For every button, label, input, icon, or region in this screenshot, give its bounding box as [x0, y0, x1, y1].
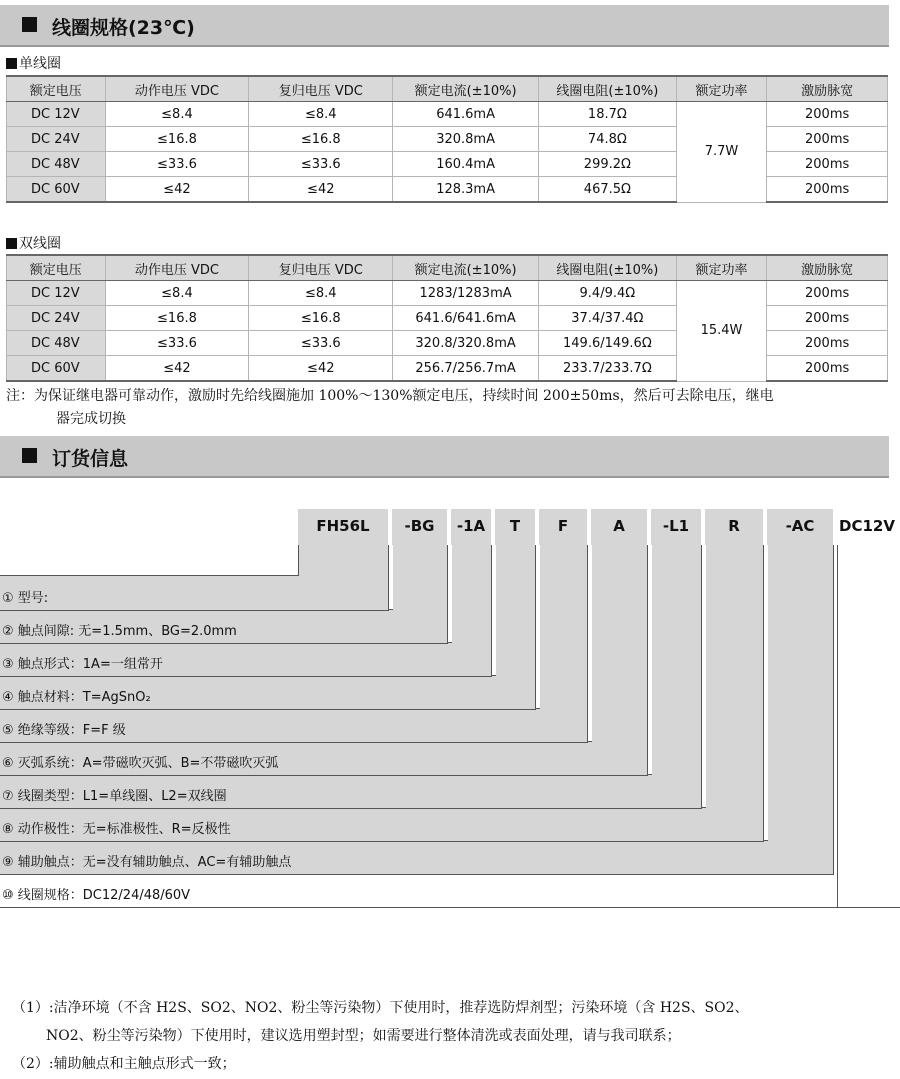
code-segment: -BG [404, 517, 435, 535]
operate-voltage-cell: ≤8.4 [105, 102, 249, 127]
operate-voltage-cell: ≤16.8 [105, 306, 249, 331]
subsection-single-label: 单线圈 [6, 53, 61, 73]
rated-current-cell: 641.6/641.6mA [393, 306, 539, 331]
note-text [6, 385, 774, 431]
rated-power-cell: 15.4W [676, 281, 767, 382]
order-item-9: ⑨ 辅助触点：无=没有辅助触点、AC=有辅助触点 [2, 855, 292, 870]
coil-resistance-cell: 299.2Ω [538, 152, 676, 177]
table-row [7, 281, 888, 306]
note-line-2: 器完成切换 [56, 411, 126, 427]
pulse-width-cell: 200ms [767, 281, 888, 306]
code-segment: DC12V [839, 517, 895, 535]
coil-resistance-cell: 149.6/149.6Ω [538, 331, 676, 356]
code-segment: F [557, 517, 569, 535]
code-segment: R [728, 517, 740, 535]
column-header: 复归电压 VDC [249, 255, 393, 281]
rated-current-cell: 128.3mA [393, 177, 539, 203]
operate-voltage-cell: ≤33.6 [105, 152, 249, 177]
column-header: 额定电流(±10%) [393, 255, 539, 281]
note-line-1: 注：为保证继电器可靠动作，激励时先给线圈施加 100%～130%额定电压，持续时间 200±50ms，然后可去除电压，继电 [6, 388, 774, 404]
coil-resistance-cell: 37.4/37.4Ω [538, 306, 676, 331]
rated-current-cell: 256.7/256.7mA [393, 356, 539, 382]
pulse-width-cell: 200ms [767, 102, 888, 127]
footnote-2: （2）:辅助触点和主触点形式一致； [12, 1056, 236, 1072]
double-coil-table [6, 254, 888, 382]
voltage-cell: DC 12V [7, 102, 106, 127]
square-bullet-icon [22, 17, 37, 32]
column-header: 激励脉宽 [767, 76, 888, 102]
column-header: 额定电压 [7, 76, 106, 102]
order-item-4: ④ 触点材料：T=AgSnO₂ [2, 690, 151, 705]
column-header: 线圈电阻(±10%) [538, 76, 676, 102]
release-voltage-cell: ≤8.4 [249, 102, 393, 127]
voltage-cell: DC 60V [7, 177, 106, 203]
pulse-width-cell: 200ms [767, 127, 888, 152]
section-title: 线圈规格(23℃) [52, 17, 195, 39]
rated-current-cell: 320.8/320.8mA [393, 331, 539, 356]
order-item-7: ⑦ 线圈类型：L1=单线圈、L2=双线圈 [2, 789, 227, 804]
operate-voltage-cell: ≤42 [105, 177, 249, 203]
pulse-width-cell: 200ms [767, 356, 888, 382]
order-item-3: ③ 触点形式：1A=一组常开 [2, 657, 163, 672]
code-segment-box [539, 509, 587, 545]
column-header: 动作电压 VDC [105, 76, 249, 102]
rated-current-cell: 641.6mA [393, 102, 539, 127]
column-header: 额定功率 [676, 255, 767, 281]
rated-power-cell: 7.7W [676, 102, 767, 203]
release-voltage-cell: ≤42 [249, 356, 393, 382]
release-voltage-cell: ≤42 [249, 177, 393, 203]
order-item-8: ⑧ 动作极性：无=标准极性、R=反极性 [2, 822, 231, 837]
release-voltage-cell: ≤16.8 [249, 306, 393, 331]
footnote-1-line-1: （1）:洁净环境（不含 H2S、SO2、NO2、粉尘等污染物）下使用时，推荐选防焊剂型；污染环境（含 H2S、SO2、 [12, 1000, 749, 1016]
code-segment: -AC [785, 517, 815, 535]
table-row [7, 102, 888, 127]
voltage-cell: DC 60V [7, 356, 106, 382]
code-segment: A [613, 517, 625, 535]
square-bullet-icon [22, 448, 37, 463]
pulse-width-cell: 200ms [767, 177, 888, 203]
subsection-double-label: 双线圈 [6, 233, 61, 253]
order-item-10: ⑩ 线圈规格：DC12/24/48/60V [2, 888, 191, 903]
single-coil-table [6, 75, 888, 203]
footnotes [12, 994, 749, 1078]
code-segment-box [705, 509, 763, 545]
order-item-2: ② 触点间隙: 无=1.5mm、BG=2.0mm [2, 624, 237, 639]
section-header-coil-spec [0, 5, 889, 47]
order-item-6: ⑥ 灭弧系统：A=带磁吹灭弧、B=不带磁吹灭弧 [2, 756, 279, 771]
release-voltage-cell: ≤33.6 [249, 152, 393, 177]
voltage-cell: DC 24V [7, 306, 106, 331]
pulse-width-cell: 200ms [767, 152, 888, 177]
coil-resistance-cell: 233.7/233.7Ω [538, 356, 676, 382]
code-segment-box [392, 509, 447, 545]
release-voltage-cell: ≤8.4 [249, 281, 393, 306]
pulse-width-cell: 200ms [767, 306, 888, 331]
footnote-1-line-2: NO2、粉尘等污染物）下使用时，建议选用塑封型；如需要进行整体清洗或表面处理，请与我司联系； [46, 1028, 681, 1044]
column-header: 激励脉宽 [767, 255, 888, 281]
pulse-width-cell: 200ms [767, 331, 888, 356]
code-segment: T [509, 517, 521, 535]
operate-voltage-cell: ≤42 [105, 356, 249, 382]
code-segment-box [767, 509, 833, 545]
code-segment-box [495, 509, 535, 545]
operate-voltage-cell: ≤16.8 [105, 127, 249, 152]
code-segment-box [591, 509, 647, 545]
voltage-cell: DC 12V [7, 281, 106, 306]
rated-current-cell: 320.8mA [393, 127, 539, 152]
column-header: 线圈电阻(±10%) [538, 255, 676, 281]
code-segment: FH56L [316, 517, 370, 535]
code-segment: -L1 [662, 517, 690, 535]
voltage-cell: DC 48V [7, 152, 106, 177]
coil-resistance-cell: 9.4/9.4Ω [538, 281, 676, 306]
column-header: 额定电压 [7, 255, 106, 281]
operate-voltage-cell: ≤33.6 [105, 331, 249, 356]
code-segment: -1A [456, 517, 486, 535]
operate-voltage-cell: ≤8.4 [105, 281, 249, 306]
coil-resistance-cell: 467.5Ω [538, 177, 676, 203]
rated-current-cell: 160.4mA [393, 152, 539, 177]
column-header: 额定电流(±10%) [393, 76, 539, 102]
section-title: 订货信息 [52, 448, 129, 470]
release-voltage-cell: ≤16.8 [249, 127, 393, 152]
code-segment-box [298, 509, 388, 545]
code-segment-box [651, 509, 701, 545]
column-header: 额定功率 [676, 76, 767, 102]
release-voltage-cell: ≤33.6 [249, 331, 393, 356]
coil-resistance-cell: 74.8Ω [538, 127, 676, 152]
column-header: 复归电压 VDC [249, 76, 393, 102]
order-item-5: ⑤ 绝缘等级：F=F 级 [2, 723, 126, 738]
column-header: 动作电压 VDC [105, 255, 249, 281]
order-item-1: ① 型号: [2, 591, 49, 606]
coil-resistance-cell: 18.7Ω [538, 102, 676, 127]
voltage-cell: DC 48V [7, 331, 106, 356]
section-header-ordering [0, 436, 889, 478]
code-segment-box [451, 509, 491, 545]
rated-current-cell: 1283/1283mA [393, 281, 539, 306]
voltage-cell: DC 24V [7, 127, 106, 152]
